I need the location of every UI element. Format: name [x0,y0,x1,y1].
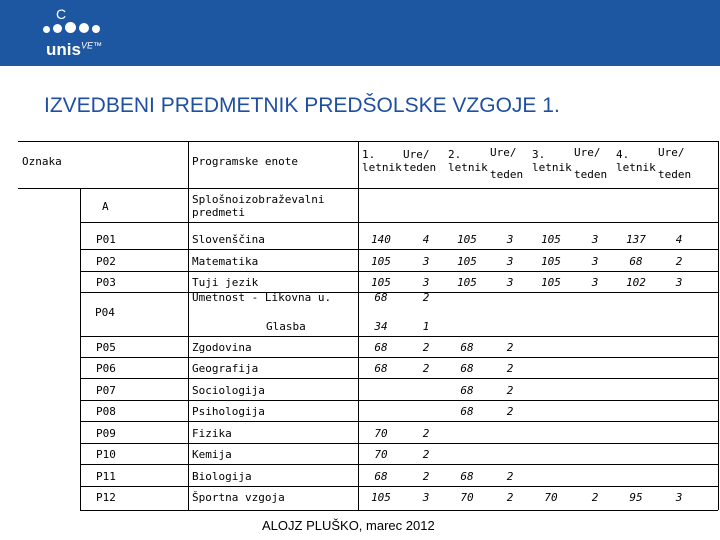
hours-year-4: 137 [626,233,646,246]
hours-week-1: 2 [422,427,430,440]
table-border [188,141,189,510]
row-code: P02 [96,255,116,268]
row-divider [80,378,718,379]
row-code: P06 [96,362,116,375]
row-code: P03 [96,276,116,289]
header-bar [0,0,720,66]
header-u3-top: Ure/ [574,146,601,159]
logo-word: unis [46,40,81,59]
logo-suffix [81,40,102,50]
hours-year-2: 68 [460,470,474,483]
hours-year-4: 68 [629,255,643,268]
header-l3 [532,148,572,174]
hours-week-3: 3 [591,233,599,246]
row-divider [80,249,718,250]
row-subject: Kemija [192,448,232,461]
hours-year-1: 70 [374,448,388,461]
hours-week-4: 2 [675,255,683,268]
table-border [358,141,359,510]
row-divider [80,336,718,337]
row-code: P10 [96,448,116,461]
hours-year-1: 68 [374,470,388,483]
group-name-line1: Splošnoizobraževalni [192,193,325,206]
hours-week-2: 2 [506,470,514,483]
group-code: A [102,200,109,213]
header-u2-bottom: teden [490,168,524,181]
row-subject: Psihologija [192,405,265,418]
row-subject: Biologija [192,470,252,483]
header-l4 [616,148,656,174]
hours-year-2: 70 [460,491,474,504]
hours-week-2: 2 [506,491,514,504]
header-u4-bottom: teden [658,168,692,181]
logo-dot [79,23,89,33]
row-subject: Fizika [192,427,232,440]
header-u2 [490,146,523,181]
logo-tm: ™ [92,40,102,51]
row-code: P01 [96,233,116,246]
row-divider [80,486,718,487]
row-subject: Zgodovina [192,341,252,354]
header-u3-bottom: teden [574,168,608,181]
row-subject: Glasba [266,320,306,333]
hours-week-2: 3 [506,233,514,246]
hours-year-3: 70 [544,491,558,504]
table-border [18,141,718,142]
hours-week-2: 2 [506,341,514,354]
row-code: P07 [96,384,116,397]
hours-year-4: 95 [629,491,643,504]
hours-year-2: 68 [460,362,474,375]
hours-year-1: 34 [374,320,388,333]
hours-year-2: 68 [460,384,474,397]
hours-year-1: 140 [371,233,391,246]
row-subject: Umetnost - Likovna u. [192,291,332,304]
hours-year-2: 105 [457,233,477,246]
hours-week-1: 2 [422,341,430,354]
hours-year-1: 68 [374,341,388,354]
hours-week-2: 2 [506,405,514,418]
hours-year-1: 105 [371,276,391,289]
row-divider [80,443,718,444]
row-code: P09 [96,427,116,440]
header-l3-num: 3. [532,148,546,161]
header-u4-top: Ure/ [658,146,685,159]
row-subject: Slovenščina [192,233,265,246]
header-u3 [574,146,607,181]
hours-week-4: 3 [675,276,683,289]
header-oznaka: Oznaka [22,155,62,168]
header-l1-num: 1. [362,148,376,161]
hours-year-4: 102 [626,276,646,289]
row-divider [80,271,718,272]
header-l2 [448,148,488,174]
hours-year-3: 105 [541,276,561,289]
hours-year-1: 68 [374,362,388,375]
hours-week-1: 3 [422,255,430,268]
hours-week-3: 3 [591,276,599,289]
hours-year-3: 105 [541,233,561,246]
row-code: P04 [95,306,115,319]
header-u1-bottom: teden [403,161,437,174]
hours-week-1: 4 [422,233,430,246]
hours-week-2: 3 [506,255,514,268]
row-code: P11 [96,470,116,483]
footer-author: ALOJZ PLUŠKO, marec 2012 [262,518,435,533]
header-l1-word: letnik [362,161,402,174]
header-u1 [403,148,436,174]
hours-year-2: 105 [457,255,477,268]
hours-year-1: 70 [374,427,388,440]
hours-year-1: 68 [374,291,388,304]
header-l4-word: letnik [616,161,656,174]
hours-week-1: 2 [422,470,430,483]
table-border [18,188,718,189]
row-code: P05 [96,341,116,354]
page-title: IZVEDBENI PREDMETNIK PREDŠOLSKE VZGOJE 1. [44,94,560,117]
row-subject: Matematika [192,255,259,268]
header-l2-num: 2. [448,148,462,161]
logo-wordmark [46,40,102,60]
hours-year-2: 68 [460,341,474,354]
header-u1-top: Ure/ [403,148,430,161]
hours-year-1: 105 [371,255,391,268]
header-enote: Programske enote [192,155,298,168]
hours-week-1: 1 [422,320,430,333]
row-subject: Sociologija [192,384,265,397]
hours-week-3: 2 [591,491,599,504]
hours-week-3: 3 [591,255,599,268]
header-u4 [658,146,691,181]
row-subject: Športna vzgoja [192,491,285,504]
header-l1 [362,148,402,174]
hours-week-4: 3 [675,491,683,504]
header-l4-num: 4. [616,148,630,161]
row-divider [80,464,718,465]
logo-dot [65,22,76,33]
hours-year-2: 68 [460,405,474,418]
table-border [80,510,718,511]
group-name-line2: predmeti [192,206,245,219]
hours-week-1: 3 [422,491,430,504]
logo-suffix-text: VE [80,40,93,51]
hours-week-2: 3 [506,276,514,289]
hours-week-1: 2 [422,448,430,461]
hours-week-1: 3 [422,276,430,289]
hours-week-2: 2 [506,362,514,375]
hours-year-2: 105 [457,276,477,289]
row-divider [80,421,718,422]
logo-dot [53,24,62,33]
header-l2-word: letnik [448,161,488,174]
row-divider [80,400,718,401]
logo-dot [43,26,50,33]
hours-week-2: 2 [506,384,514,397]
logo-dot [92,25,100,33]
table-border [80,188,81,510]
row-subject: Geografija [192,362,259,375]
hours-week-1: 2 [422,291,430,304]
row-subject: Tuji jezik [192,276,259,289]
hours-year-3: 105 [541,255,561,268]
hours-week-1: 2 [422,362,430,375]
hours-week-4: 4 [675,233,683,246]
unisve-logo [38,6,128,64]
header-u2-top: Ure/ [490,146,517,159]
hours-year-1: 105 [371,491,391,504]
table-border [718,141,719,510]
logo-c: C [56,6,67,22]
row-code: P12 [96,491,116,504]
row-code: P08 [96,405,116,418]
header-l3-word: letnik [532,161,572,174]
table-border [80,222,718,223]
row-divider [80,357,718,358]
